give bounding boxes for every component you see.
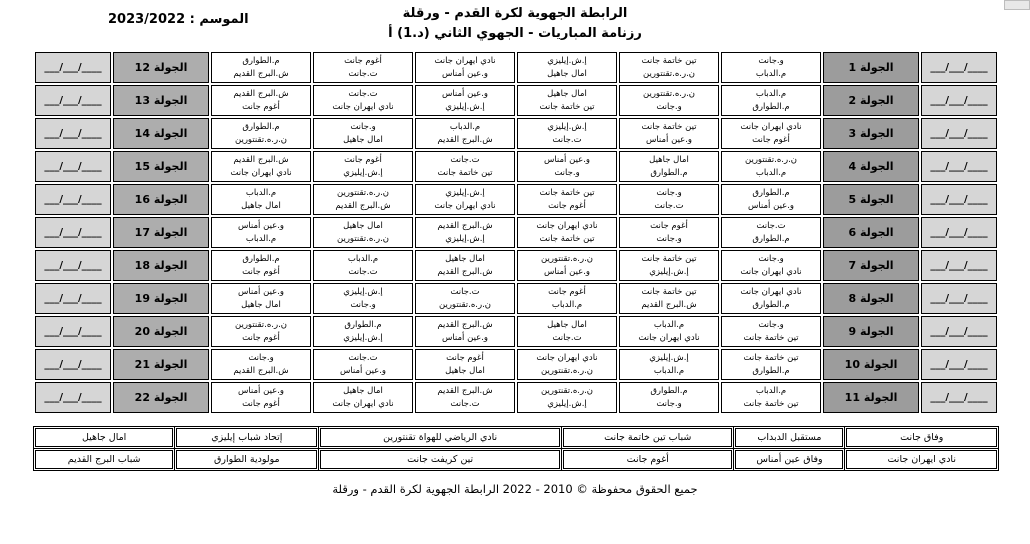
home-team: أغوم جانت: [650, 221, 688, 232]
match-cell: [415, 52, 515, 83]
match-cell: [517, 85, 617, 116]
home-team: ش.البرج القديم: [437, 386, 493, 397]
page-title: الرابطة الجهوية لكرة القدم - ورقلة: [402, 6, 628, 21]
match-cell: [517, 250, 617, 281]
season-label: الموسم : 2023/2022: [108, 12, 249, 27]
match-cell: [313, 382, 413, 413]
away-team: ش.البرج القديم: [641, 299, 697, 310]
match-cell: [619, 52, 719, 83]
away-team: أغوم جانت: [242, 101, 280, 112]
home-team: تين خاتمة جانت: [641, 122, 697, 133]
date-field-left: ___/___/____: [35, 118, 111, 149]
match-cell: [619, 250, 719, 281]
match-cell: [211, 382, 311, 413]
away-team: تين خاتمة جانت: [539, 233, 595, 244]
away-team: م.الطوارق: [752, 233, 790, 244]
home-team: م.الطوارق: [752, 188, 790, 199]
match-cell: [211, 52, 311, 83]
away-team: إ.ش.إيليزي: [649, 266, 689, 277]
match-cell: [313, 52, 413, 83]
home-team: تين خاتمة جانت: [539, 188, 595, 199]
away-team: م.الدباب: [245, 233, 277, 244]
home-team: م.الدباب: [755, 89, 787, 100]
teams-legend: [35, 428, 997, 472]
round-label-left: الجولة 17: [113, 217, 209, 248]
date-field-right: ___/___/____: [921, 283, 997, 314]
fixture-row: [35, 184, 997, 215]
match-cell: [619, 349, 719, 380]
match-cell: [721, 217, 821, 248]
home-team: امال جاهيل: [445, 254, 485, 265]
home-team: إ.ش.إيليزي: [343, 287, 383, 298]
match-cell: [313, 151, 413, 182]
match-cell: [313, 349, 413, 380]
date-field-right: ___/___/____: [921, 382, 997, 413]
match-cell: [211, 250, 311, 281]
home-team: م.الدباب: [347, 254, 379, 265]
match-cell: [313, 85, 413, 116]
home-team: ن.ر.ه.تقنتورين: [234, 320, 288, 331]
home-team: إ.ش.إيليزي: [649, 353, 689, 364]
match-cell: [415, 85, 515, 116]
team-name-cell: مولودية الطوارق: [176, 450, 317, 469]
date-field-right: ___/___/____: [921, 118, 997, 149]
away-team: نادي ايهران جانت: [230, 167, 292, 178]
away-team: ت.جانت: [450, 398, 480, 409]
team-name-cell: مستقبل الدبداب: [735, 428, 843, 447]
match-cell: [415, 217, 515, 248]
away-team: أغوم جانت: [752, 134, 790, 145]
team-name-cell: أغوم جانت: [563, 450, 733, 469]
team-name-cell: نادي ايهران جانت: [846, 450, 997, 469]
away-team: امال جاهيل: [343, 134, 383, 145]
match-cell: [517, 52, 617, 83]
date-field-right: ___/___/____: [921, 316, 997, 347]
home-team: ت.جانت: [450, 155, 480, 166]
home-team: و.جانت: [758, 254, 784, 265]
away-team: م.الدباب: [653, 365, 685, 376]
date-field-right: ___/___/____: [921, 349, 997, 380]
home-team: نادي ايهران جانت: [536, 221, 598, 232]
match-cell: [517, 382, 617, 413]
match-cell: [211, 217, 311, 248]
round-label-left: الجولة 18: [113, 250, 209, 281]
date-field-right: ___/___/____: [921, 85, 997, 116]
away-team: إ.ش.إيليزي: [547, 398, 587, 409]
away-team: تين خاتمة جانت: [437, 167, 493, 178]
away-team: ت.جانت: [348, 266, 378, 277]
match-cell: [517, 349, 617, 380]
home-team: ن.ر.ه.تقنتورين: [336, 188, 390, 199]
match-cell: [721, 151, 821, 182]
away-team: و.عين أمناس: [645, 134, 693, 145]
round-label-right: الجولة 8: [823, 283, 919, 314]
home-team: م.الطوارق: [650, 386, 688, 397]
home-team: امال جاهيل: [343, 221, 383, 232]
home-team: تين خاتمة جانت: [641, 56, 697, 67]
date-field-left: ___/___/____: [35, 316, 111, 347]
away-team: نادي ايهران جانت: [638, 332, 700, 343]
home-team: ش.البرج القديم: [437, 221, 493, 232]
round-label-left: الجولة 13: [113, 85, 209, 116]
home-team: م.الطوارق: [344, 320, 382, 331]
home-team: و.عين أمناس: [237, 386, 285, 397]
match-cell: [517, 316, 617, 347]
date-field-left: ___/___/____: [35, 382, 111, 413]
away-team: نادي ايهران جانت: [740, 266, 802, 277]
home-team: أغوم جانت: [344, 155, 382, 166]
home-team: تين خاتمة جانت: [743, 353, 799, 364]
home-team: تين خاتمة جانت: [641, 254, 697, 265]
away-team: م.الطوارق: [752, 299, 790, 310]
away-team: ن.ر.ه.تقنتورين: [540, 365, 594, 376]
match-cell: [619, 85, 719, 116]
match-cell: [211, 118, 311, 149]
team-name-cell: شباب تين خاتمة جانت: [563, 428, 733, 447]
fixture-row: [35, 217, 997, 248]
date-field-left: ___/___/____: [35, 151, 111, 182]
home-team: ت.جانت: [348, 353, 378, 364]
away-team: و.جانت: [656, 101, 682, 112]
legend-row: [35, 428, 997, 447]
away-team: م.الطوارق: [650, 167, 688, 178]
away-team: إ.ش.إيليزي: [445, 233, 485, 244]
home-team: ش.البرج القديم: [233, 89, 289, 100]
date-field-right: ___/___/____: [921, 217, 997, 248]
date-field-left: ___/___/____: [35, 283, 111, 314]
away-team: ت.جانت: [348, 68, 378, 79]
home-team: م.الدباب: [245, 188, 277, 199]
home-team: ت.جانت: [450, 287, 480, 298]
round-label-right: الجولة 9: [823, 316, 919, 347]
match-cell: [313, 217, 413, 248]
away-team: امال جاهيل: [445, 365, 485, 376]
home-team: م.الدباب: [755, 386, 787, 397]
match-cell: [211, 151, 311, 182]
match-cell: [313, 250, 413, 281]
date-field-left: ___/___/____: [35, 349, 111, 380]
home-team: إ.ش.إيليزي: [547, 122, 587, 133]
away-team: ش.البرج القديم: [437, 134, 493, 145]
away-team: و.عين أمناس: [543, 266, 591, 277]
match-cell: [313, 118, 413, 149]
home-team: نادي ايهران جانت: [740, 122, 802, 133]
round-label-right: الجولة 1: [823, 52, 919, 83]
match-cell: [619, 151, 719, 182]
home-team: امال جاهيل: [547, 320, 587, 331]
away-team: م.الطوارق: [752, 365, 790, 376]
round-label-right: الجولة 5: [823, 184, 919, 215]
date-field-left: ___/___/____: [35, 52, 111, 83]
date-field-right: ___/___/____: [921, 184, 997, 215]
away-team: ت.جانت: [654, 200, 684, 211]
match-cell: [517, 283, 617, 314]
fixture-row: [35, 52, 997, 83]
date-field-left: ___/___/____: [35, 184, 111, 215]
home-team: نادي ايهران جانت: [434, 56, 496, 67]
match-cell: [211, 349, 311, 380]
away-team: ن.ر.ه.تقنتورين: [438, 299, 492, 310]
round-label-right: الجولة 3: [823, 118, 919, 149]
away-team: تين خاتمة جانت: [539, 101, 595, 112]
away-team: م.الدباب: [551, 299, 583, 310]
date-field-left: ___/___/____: [35, 250, 111, 281]
home-team: إ.ش.إيليزي: [445, 188, 485, 199]
away-team: أغوم جانت: [548, 200, 586, 211]
away-team: و.عين أمناس: [441, 332, 489, 343]
fixture-row: [35, 316, 997, 347]
away-team: ن.ر.ه.تقنتورين: [336, 233, 390, 244]
round-label-left: الجولة 15: [113, 151, 209, 182]
team-name-cell: تين كريفت جانت: [320, 450, 560, 469]
round-label-left: الجولة 20: [113, 316, 209, 347]
home-team: م.الطوارق: [242, 122, 280, 133]
away-team: ت.جانت: [552, 134, 582, 145]
fixture-row: [35, 349, 997, 380]
match-cell: [721, 349, 821, 380]
page-subtitle: رزنامة المباريات - الجهوي الثاني (د.1) أ: [388, 26, 642, 42]
fixture-row: [35, 118, 997, 149]
away-team: و.جانت: [350, 299, 376, 310]
fixture-row: [35, 151, 997, 182]
away-team: إ.ش.إيليزي: [445, 101, 485, 112]
away-team: ن.ر.ه.تقنتورين: [234, 134, 288, 145]
round-label-right: الجولة 10: [823, 349, 919, 380]
home-team: ش.البرج القديم: [233, 155, 289, 166]
home-team: و.عين أمناس: [441, 89, 489, 100]
away-team: ش.البرج القديم: [335, 200, 391, 211]
legend-row: [35, 450, 997, 469]
match-cell: [517, 118, 617, 149]
away-team: نادي ايهران جانت: [332, 101, 394, 112]
match-cell: [721, 283, 821, 314]
away-team: و.عين أمناس: [747, 200, 795, 211]
home-team: إ.ش.إيليزي: [547, 56, 587, 67]
home-team: م.الدباب: [653, 320, 685, 331]
home-team: امال جاهيل: [649, 155, 689, 166]
fixture-row: [35, 250, 997, 281]
fixture-row: [35, 283, 997, 314]
match-cell: [721, 382, 821, 413]
away-team: امال جاهيل: [547, 68, 587, 79]
away-team: إ.ش.إيليزي: [343, 332, 383, 343]
round-label-left: الجولة 21: [113, 349, 209, 380]
team-name-cell: وفاق جانت: [846, 428, 997, 447]
date-field-right: ___/___/____: [921, 151, 997, 182]
home-team: و.جانت: [758, 56, 784, 67]
away-team: م.الطوارق: [752, 101, 790, 112]
away-team: نادي ايهران جانت: [332, 398, 394, 409]
match-cell: [721, 184, 821, 215]
away-team: و.جانت: [656, 398, 682, 409]
match-cell: [721, 118, 821, 149]
match-cell: [415, 151, 515, 182]
away-team: امال جاهيل: [241, 299, 281, 310]
match-cell: [721, 250, 821, 281]
match-cell: [415, 382, 515, 413]
away-team: و.عين أمناس: [441, 68, 489, 79]
page-corner-artifact: [1004, 0, 1030, 10]
away-team: م.الدباب: [755, 68, 787, 79]
round-label-left: الجولة 22: [113, 382, 209, 413]
home-team: ت.جانت: [348, 89, 378, 100]
match-cell: [415, 250, 515, 281]
round-label-left: الجولة 19: [113, 283, 209, 314]
date-field-right: ___/___/____: [921, 52, 997, 83]
away-team: ت.جانت: [552, 332, 582, 343]
date-field-left: ___/___/____: [35, 217, 111, 248]
match-cell: [211, 316, 311, 347]
away-team: أغوم جانت: [242, 266, 280, 277]
match-cell: [517, 151, 617, 182]
match-cell: [721, 316, 821, 347]
team-name-cell: إتحاد شباب إيليزي: [176, 428, 317, 447]
match-cell: [415, 316, 515, 347]
match-cell: [313, 283, 413, 314]
home-team: أغوم جانت: [548, 287, 586, 298]
match-cell: [619, 184, 719, 215]
away-team: امال جاهيل: [241, 200, 281, 211]
round-label-right: الجولة 11: [823, 382, 919, 413]
match-cell: [517, 217, 617, 248]
match-cell: [721, 52, 821, 83]
match-cell: [619, 382, 719, 413]
home-team: و.جانت: [350, 122, 376, 133]
home-team: و.عين أمناس: [237, 221, 285, 232]
away-team: أغوم جانت: [242, 332, 280, 343]
match-cell: [619, 316, 719, 347]
home-team: ن.ر.ه.تقنتورين: [540, 386, 594, 397]
round-label-left: الجولة 12: [113, 52, 209, 83]
home-team: تين خاتمة جانت: [641, 287, 697, 298]
home-team: و.عين أمناس: [543, 155, 591, 166]
match-cell: [211, 283, 311, 314]
team-name-cell: وفاق عين أمناس: [735, 450, 843, 469]
away-team: ن.ر.ه.تقنتورين: [642, 68, 696, 79]
round-label-right: الجولة 7: [823, 250, 919, 281]
away-team: ش.البرج القديم: [233, 365, 289, 376]
home-team: ن.ر.ه.تقنتورين: [540, 254, 594, 265]
home-team: و.عين أمناس: [237, 287, 285, 298]
team-name-cell: امال جاهيل: [35, 428, 173, 447]
date-field-left: ___/___/____: [35, 85, 111, 116]
home-team: نادي ايهران جانت: [740, 287, 802, 298]
away-team: تين خاتمة جانت: [743, 398, 799, 409]
away-team: و.جانت: [656, 233, 682, 244]
match-cell: [211, 184, 311, 215]
home-team: امال جاهيل: [343, 386, 383, 397]
match-cell: [415, 283, 515, 314]
team-name-cell: نادي الرياضي للهواة تقنتورين: [320, 428, 560, 447]
away-team: أغوم جانت: [242, 398, 280, 409]
home-team: م.الطوارق: [242, 56, 280, 67]
away-team: و.جانت: [554, 167, 580, 178]
home-team: و.جانت: [758, 320, 784, 331]
away-team: و.عين أمناس: [339, 365, 387, 376]
home-team: م.الطوارق: [242, 254, 280, 265]
match-cell: [415, 349, 515, 380]
fixture-row: [35, 382, 997, 413]
round-label-right: الجولة 4: [823, 151, 919, 182]
home-team: و.جانت: [248, 353, 274, 364]
round-label-right: الجولة 6: [823, 217, 919, 248]
round-label-left: الجولة 14: [113, 118, 209, 149]
fixture-row: [35, 85, 997, 116]
match-cell: [415, 118, 515, 149]
away-team: تين خاتمة جانت: [743, 332, 799, 343]
away-team: نادي ايهران جانت: [434, 200, 496, 211]
copyright-footer: جميع الحقوق محفوظة © 2010 - 2022 الرابطة الجهوية لكرة القدم - ورقلة: [332, 482, 698, 496]
home-team: ش.البرج القديم: [437, 320, 493, 331]
home-team: أغوم جانت: [446, 353, 484, 364]
home-team: ن.ر.ه.تقنتورين: [642, 89, 696, 100]
match-cell: [619, 283, 719, 314]
fixtures-table: [35, 52, 997, 415]
match-cell: [619, 217, 719, 248]
match-cell: [211, 85, 311, 116]
home-team: ن.ر.ه.تقنتورين: [744, 155, 798, 166]
team-name-cell: شباب البرج القديم: [35, 450, 173, 469]
match-cell: [415, 184, 515, 215]
date-field-right: ___/___/____: [921, 250, 997, 281]
away-team: ش.البرج القديم: [233, 68, 289, 79]
away-team: ش.البرج القديم: [437, 266, 493, 277]
match-cell: [721, 85, 821, 116]
match-cell: [619, 118, 719, 149]
away-team: إ.ش.إيليزي: [343, 167, 383, 178]
home-team: امال جاهيل: [547, 89, 587, 100]
home-team: ت.جانت: [756, 221, 786, 232]
round-label-left: الجولة 16: [113, 184, 209, 215]
round-label-right: الجولة 2: [823, 85, 919, 116]
home-team: م.الدباب: [449, 122, 481, 133]
home-team: نادي ايهران جانت: [536, 353, 598, 364]
home-team: أغوم جانت: [344, 56, 382, 67]
away-team: م.الدباب: [755, 167, 787, 178]
match-cell: [517, 184, 617, 215]
match-cell: [313, 184, 413, 215]
match-cell: [313, 316, 413, 347]
home-team: و.جانت: [656, 188, 682, 199]
